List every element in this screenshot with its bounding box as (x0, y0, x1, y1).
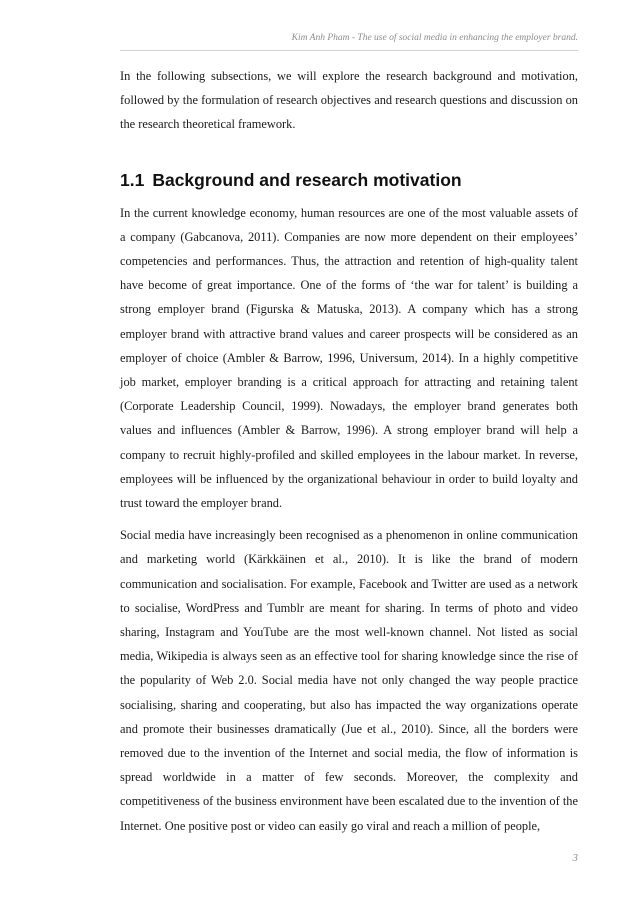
section-title: Background and research motivation (152, 169, 462, 190)
body-paragraph: In the current knowledge economy, human resources are one of the most valuable assets of a company (Gabcanova, 2011). Companies are now more dependent on their employees’ competencies and performances. Thus, the attraction and retention of high-quality talent have become of great importance. One of the forms of ‘the war for talent’ is building a strong employer brand (Figurska & Matuska, 2013). A company which has a strong employer brand with attractive brand values and career prospects will be considered as an employer of choice (Ambler & Barrow, 1996, Universum, 2014). In a highly competitive job market, employer branding is a critical approach for attracting and retaining talent (Corporate Leadership Council, 1999). Nowadays, the employer brand generates both values and influences (Ambler & Barrow, 1996). A strong employer brand will help a company to recruit highly-profiled and skilled employees in the labour market. In reverse, employees will be influenced by the organizational behaviour in order to build loyalty and trust toward the employer brand. (120, 205, 578, 511)
header-divider (120, 50, 578, 51)
running-header: Kim Anh Pham - The use of social media in enhancing the employer brand. (291, 33, 578, 43)
section-number: 1.1 (120, 169, 145, 190)
section-heading (120, 168, 578, 192)
body-paragraph: Social media have increasingly been recognised as a phenomenon in online communication and marketing world (Kärkkäinen et al., 2010). It is like the brand of modern communication and socialisation. For example, Facebook and Twitter are used as a network to socialise, WordPress and Tumblr are meant for sharing. In terms of photo and video sharing, Instagram and YouTube are the most well-known channel. Not listed as social media, Wikipedia is always seen as an effective tool for sharing knowledge since the rise of the popularity of Web 2.0. Social media have not only changed the way people practice socialising, sharing and cooperating, but also has impacted the way organizations operate and promote their businesses dramatically (Jue et al., 2010). Since, all the borders were removed due to the invention of the Internet and social media, the flow of information is spread worldwide in a matter of few seconds. Moreover, the complexity and competitiveness of the business environment have been escalated due to the invention of the Internet. One positive post or video can easily go viral and reach a million of people, (120, 528, 578, 833)
intro-paragraph: In the following subsections, we will explore the research background and motivation, followed by the formulation of research objectives and research questions and discussion on the research theoretical framework. (120, 69, 578, 132)
page-body (120, 64, 578, 838)
page-number: 3 (572, 852, 578, 864)
